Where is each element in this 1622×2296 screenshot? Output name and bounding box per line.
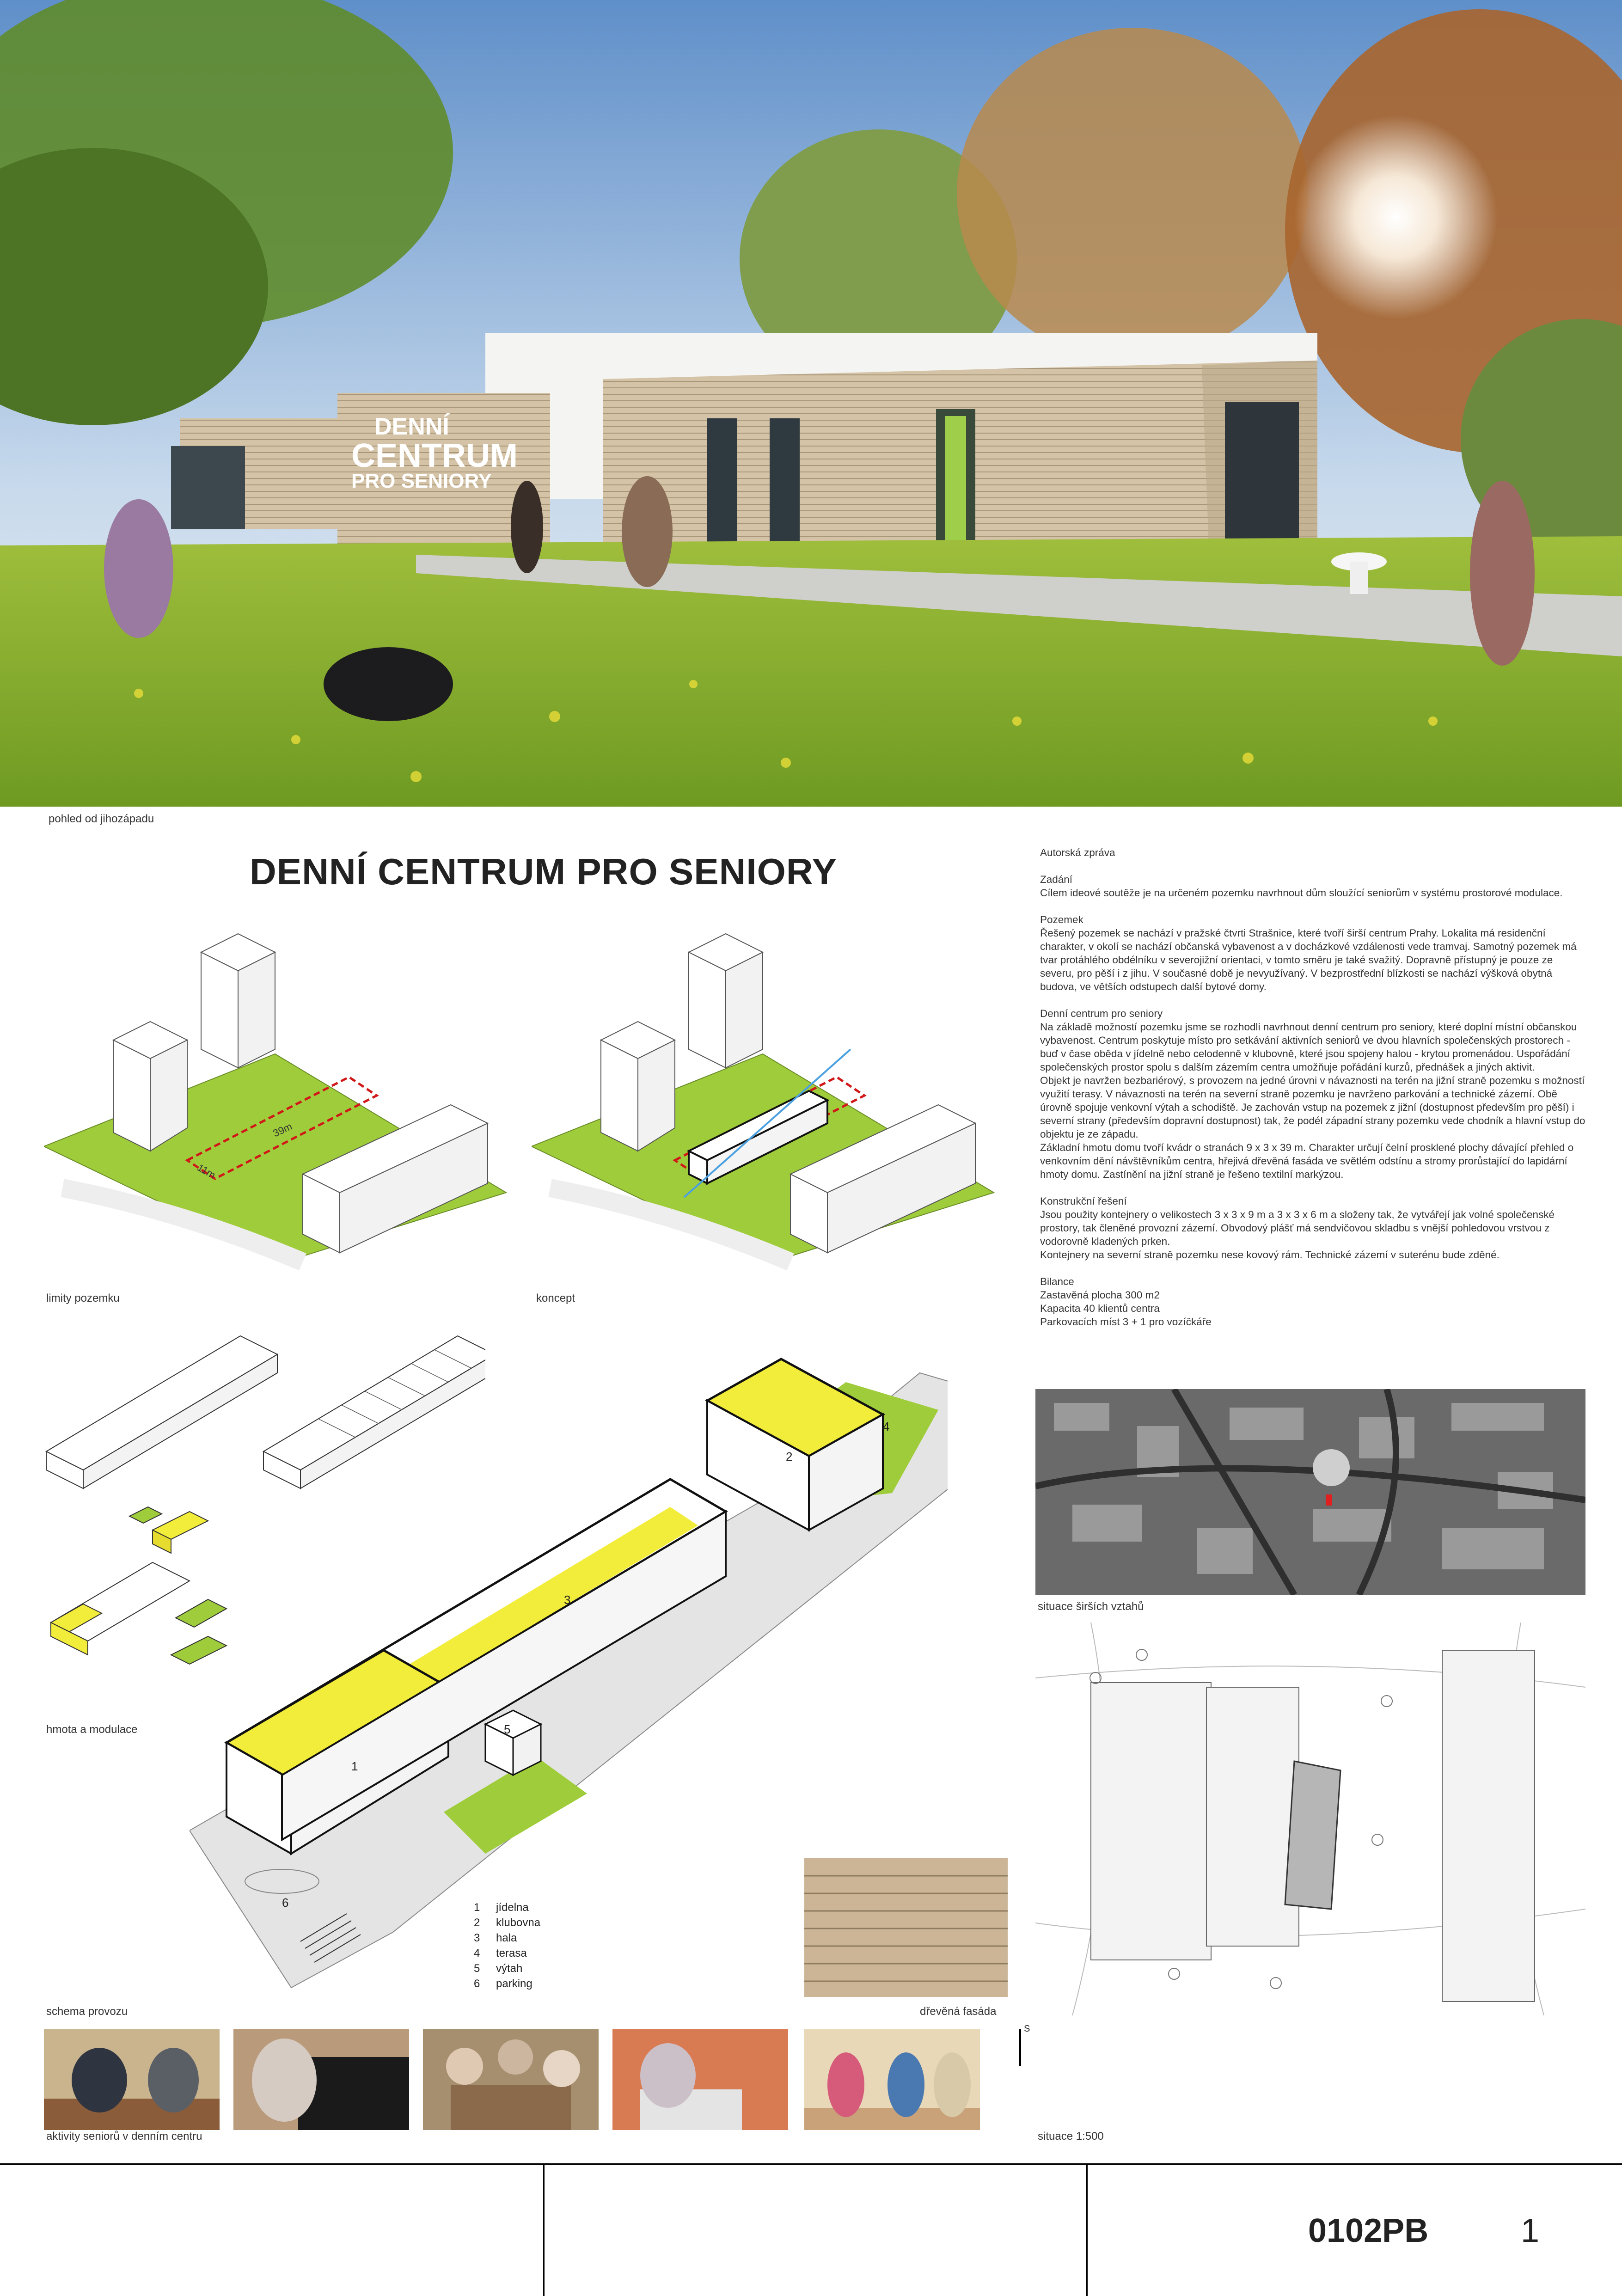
hero-sign-line1: DENNÍ: [374, 413, 449, 440]
legend-item: 4 terasa: [474, 1947, 527, 1959]
plan-number-6: 6: [282, 1896, 289, 1910]
dimension-width: 11m: [195, 1161, 218, 1181]
legend-item: 5 výtah: [474, 1962, 523, 1975]
plan-number-5: 5: [504, 1722, 511, 1736]
footer-divider: [543, 2163, 545, 2296]
report-paragraph: Kapacita 40 klientů centra: [1040, 1303, 1160, 1314]
project-code: 0102PB: [1308, 2212, 1429, 2249]
legend-item: 1 jídelna: [474, 1901, 529, 1914]
sheet-number: 1: [1521, 2212, 1540, 2249]
caption-koncept: koncept: [536, 1292, 575, 1304]
author-report: [1040, 846, 1585, 1329]
activity-photo: [44, 2029, 220, 2130]
report-section-heading: Konstrukční řešení: [1040, 1195, 1127, 1207]
footer-divider: [0, 2163, 1622, 2165]
legend-item: 6 parking: [474, 1978, 533, 1990]
plan-number-2: 2: [786, 1450, 793, 1463]
page-title: DENNÍ CENTRUM PRO SENIORY: [250, 851, 838, 892]
wood-facade-sample: [804, 1858, 1008, 1997]
report-paragraph: Základní hmotu domu tvoří kvádr o stranách 9 x 3 x 39 m. Charakter určují čelní prosklené plochy dávající přehled o venkovním dění návštěvníkům centra, hřejivá dřevěná fasáda ve světlém odstínu a stromy prorůstající do lapidární hmoty domu. Zastínění na jižní straně je řešeno textilní markýzou.: [1040, 1142, 1574, 1180]
caption-situace: situace 1:500: [1038, 2130, 1104, 2143]
legend-item: 2 klubovna: [474, 1916, 541, 1929]
caption-schema: schema provozu: [46, 2005, 128, 2018]
report-section-heading: Pozemek: [1040, 914, 1083, 925]
report-heading: Autorská zpráva: [1040, 847, 1115, 858]
report-section-heading: Denní centrum pro seniory: [1040, 1008, 1163, 1019]
site-plan: [1035, 1623, 1585, 2015]
caption-limity: limity pozemku: [46, 1292, 120, 1304]
caption-hmota: hmota a modulace: [46, 1723, 138, 1736]
caption-aktivity: aktivity seniorů v denním centru: [46, 2130, 202, 2143]
caption-fasada: dřevěná fasáda: [920, 2005, 997, 2018]
dimension-length: 39m: [271, 1120, 294, 1139]
plan-number-4: 4: [883, 1420, 890, 1433]
site-limits-diagram: [44, 911, 525, 1271]
report-paragraph: Kontejnery na severní straně pozemku nese kovový rám. Technické zázemí v suterénu bude zděné.: [1040, 1249, 1500, 1261]
north-arrow: [1019, 2029, 1021, 2066]
scheme-legend: [474, 1900, 540, 1991]
report-paragraph: Zastavěná plocha 300 m2: [1040, 1289, 1160, 1301]
activity-photo: [233, 2029, 409, 2130]
caption-situace-sirsi: situace širších vztahů: [1038, 1600, 1144, 1613]
report-section-heading: Bilance: [1040, 1276, 1074, 1287]
plan-number-1: 1: [351, 1759, 358, 1773]
activity-photo: [804, 2029, 980, 2130]
aerial-map: [1035, 1389, 1585, 1595]
report-paragraph: Cílem ideové soutěže je na určeném pozemku navrhnout dům sloužící seniorům v systému prostorové modulace.: [1040, 887, 1563, 899]
report-paragraph: Objekt je navržen bezbariérový, s provozem na jedné úrovni v návaznosti na terén na jižní straně pozemku s možností využití terasy. V návaznosti na terén na severní straně pozemku je navrženo parkování a technické zázemí. Obě úrovně spojuje venkovní výtah a schodiště. Je zachován vstup na pozemek z jižní (dostupnost především pro pěší) i severní strany (především dopravní dostupnost) tak, že podél západní strany pozemku vede chodník a hlavní vstup do objektu je ze západu.: [1040, 1075, 1585, 1140]
footer-divider: [1086, 2163, 1088, 2296]
hero-sign-line2: CENTRUM: [351, 437, 518, 474]
hero-caption: pohled od jihozápadu: [49, 813, 154, 825]
north-letter: S: [1024, 2024, 1030, 2034]
activity-photo: [423, 2029, 599, 2130]
legend-item: 3 hala: [474, 1932, 517, 1944]
concept-diagram: [532, 911, 1012, 1271]
report-paragraph: Řešený pozemek se nachází v pražské čtvrti Strašnice, které tvoří širší centrum Prahy. Lokalita má residenční charakter, v okolí se nachází občanská vybavenost a v docházkové vzdálenosti vede tramvaj. Samotný pozemek má tvar protáhlého obdélníku v severojižní orientaci, v tomto směru je také svažitý. Dopravně přístupný je pouze ze severu, pro pěší i z jihu. V současné době je nevyužívaný. V bezprostřední blízkosti se nachází výšková obytná budova, ve větších odstupech další bytové domy.: [1040, 927, 1577, 992]
activity-photo: [612, 2029, 788, 2130]
hero-rendering: [0, 0, 1622, 807]
report-paragraph: Jsou použity kontejnery o velikostech 3 x 3 x 9 m a 3 x 3 x 6 m a složeny tak, že vytvářejí jak volné společenské prostory, tak členěné provozní zázemí. Obvodový plášť má sendvičovou skladbu s vnější pohledovou vrstvou z vodorovně kladených prken.: [1040, 1209, 1555, 1247]
report-paragraph: Na základě možností pozemku jsme se rozhodli navrhnout denní centrum pro seniory, které doplní místní občanskou vybavenost. Centrum poskytuje místo pro setkávání aktivních seniorů ve dvou hlavních společenských prostorech - buď v čase oběda v jídelně nebo celodenně v klubovně, které jsou spojeny halou - krytou promenádou. Uspořádání společenských prostor spolu s dalším zázemím centra umožňuje pořádání kurzů, přednášek a jiných aktivit.: [1040, 1021, 1577, 1073]
hero-sign-line3: PRO SENIORY: [351, 470, 492, 492]
report-section-heading: Zadání: [1040, 874, 1073, 885]
report-paragraph: Parkovacích míst 3 + 1 pro vozíčkáře: [1040, 1316, 1212, 1328]
plan-number-3: 3: [564, 1593, 571, 1607]
